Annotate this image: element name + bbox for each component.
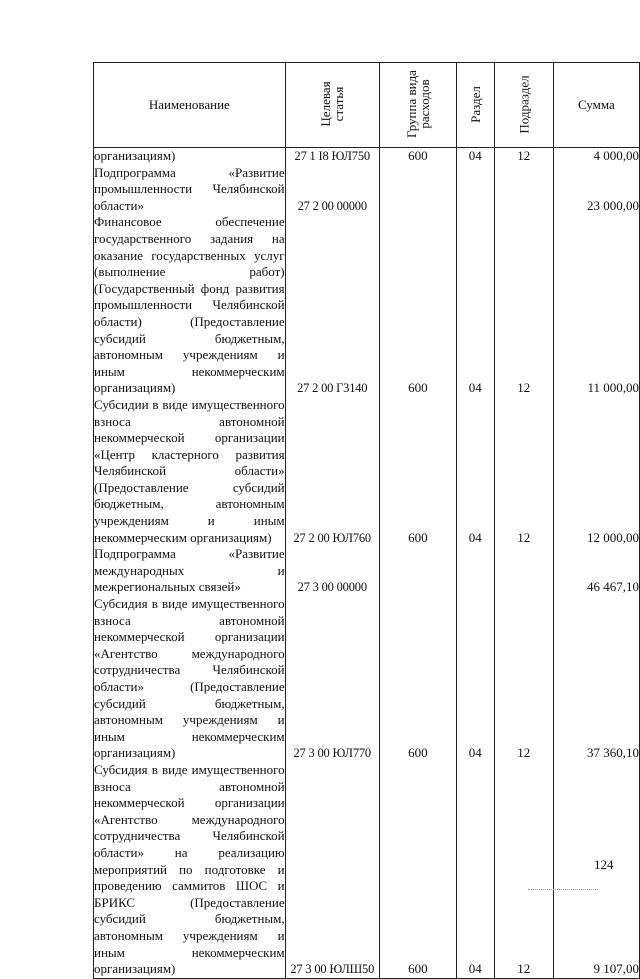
table-row [94, 165, 640, 215]
table-row [94, 397, 640, 546]
budget-table [93, 62, 640, 979]
row-amount: 12 000,00 [553, 397, 639, 546]
header-target-article [285, 63, 379, 148]
row-subsection: 12 [494, 397, 553, 546]
header-amount: Сумма [553, 63, 639, 148]
header-name: Наименование [94, 63, 286, 148]
row-subsection: 12 [494, 596, 553, 762]
header-section-text: Раздел [467, 85, 483, 123]
header-subsection-text: Подраздел [516, 75, 532, 134]
row-name: Субсидия в виде имущественного взноса автономной некоммерческой организации «Агентство международного сотрудничества Челябинской области» на реализацию мероприятий по подготовке и проведению саммитов ШОС и БРИКС (Предоставление субсидий бюджетным, автономным учреждениям и иным некоммерческим организациям) [94, 762, 286, 978]
row-subsection [494, 546, 553, 596]
table-row [94, 546, 640, 596]
row-section: 04 [456, 762, 494, 978]
table-row [94, 596, 640, 762]
row-section: 04 [456, 397, 494, 546]
row-amount: 37 360,10 [553, 596, 639, 762]
row-target-article: 27 2 00 Г3140 [285, 214, 379, 397]
row-subsection: 12 [494, 214, 553, 397]
row-expense-group: 600 [379, 397, 456, 546]
row-target-article: 27 2 00 00000 [285, 165, 379, 215]
row-section: 04 [456, 214, 494, 397]
table-header-row [94, 63, 640, 148]
row-name: Подпрограмма «Развитие промышленности Челябинской области» [94, 164, 285, 213]
row-expense-group: 600 [379, 596, 456, 762]
header-expense-group [379, 63, 456, 148]
row-expense-group: 600 [379, 214, 456, 397]
row-target-article: 27 3 00 ЮЛШ50 [285, 762, 379, 978]
table-row [94, 762, 640, 978]
row-subsection: 12 [494, 148, 553, 165]
row-subsection: 12 [494, 762, 553, 978]
row-expense-group [379, 546, 456, 596]
row-amount: 4 000,00 [553, 148, 639, 165]
header-expense-group-text: Группа вида расходов [403, 69, 432, 138]
row-section: 04 [456, 596, 494, 762]
row-target-article: 27 2 00 ЮЛ760 [285, 397, 379, 546]
row-amount: 9 107,00 [553, 762, 639, 978]
row-name: Финансовое обеспечение государственного задания на оказание государственных услуг (выполнение работ) (Государственный фонд развития промышленности Челябинской области) (Предоставление субсидий бюджетным, автономным учреждениям и иным некоммерческим организациям) [94, 214, 285, 396]
header-subsection [494, 63, 553, 148]
row-target-article: 27 3 00 ЮЛ770 [285, 596, 379, 762]
page-number: 124 [594, 857, 614, 872]
table-row [94, 214, 640, 397]
row-target-article: 27 3 00 00000 [285, 546, 379, 596]
table-row [94, 148, 640, 165]
row-expense-group [379, 165, 456, 215]
header-section [456, 63, 494, 148]
row-section [456, 546, 494, 596]
row-name: Подпрограмма «Развитие международных и межрегиональных связей» [94, 546, 285, 595]
row-amount: 23 000,00 [553, 165, 639, 215]
row-expense-group: 600 [379, 148, 456, 165]
row-expense-group: 600 [379, 762, 456, 978]
row-name: организациям) [94, 148, 286, 165]
row-name: Субсидии в виде имущественного взноса автономной некоммерческой организации «Центр кластерного развития Челябинской области» (Предоставление субсидий бюджетным, автономным учреждениям и иным некоммерческим организациям) [94, 396, 285, 545]
row-name: Субсидия в виде имущественного взноса автономной некоммерческой организации «Агентство международного сотрудничества Челябинской области» (Предоставление субсидий бюджетным, автономным учреждениям и иным некоммерческим организациям) [94, 596, 285, 761]
table-body [94, 148, 640, 979]
footer-divider [528, 889, 598, 890]
row-target-article: 27 1 I8 ЮЛ750 [285, 148, 379, 165]
row-amount: 46 467,10 [553, 546, 639, 596]
row-subsection [494, 165, 553, 215]
row-amount: 11 000,00 [553, 214, 639, 397]
row-section: 04 [456, 148, 494, 165]
header-target-article-text: Целевая статья [318, 81, 347, 127]
row-section [456, 165, 494, 215]
